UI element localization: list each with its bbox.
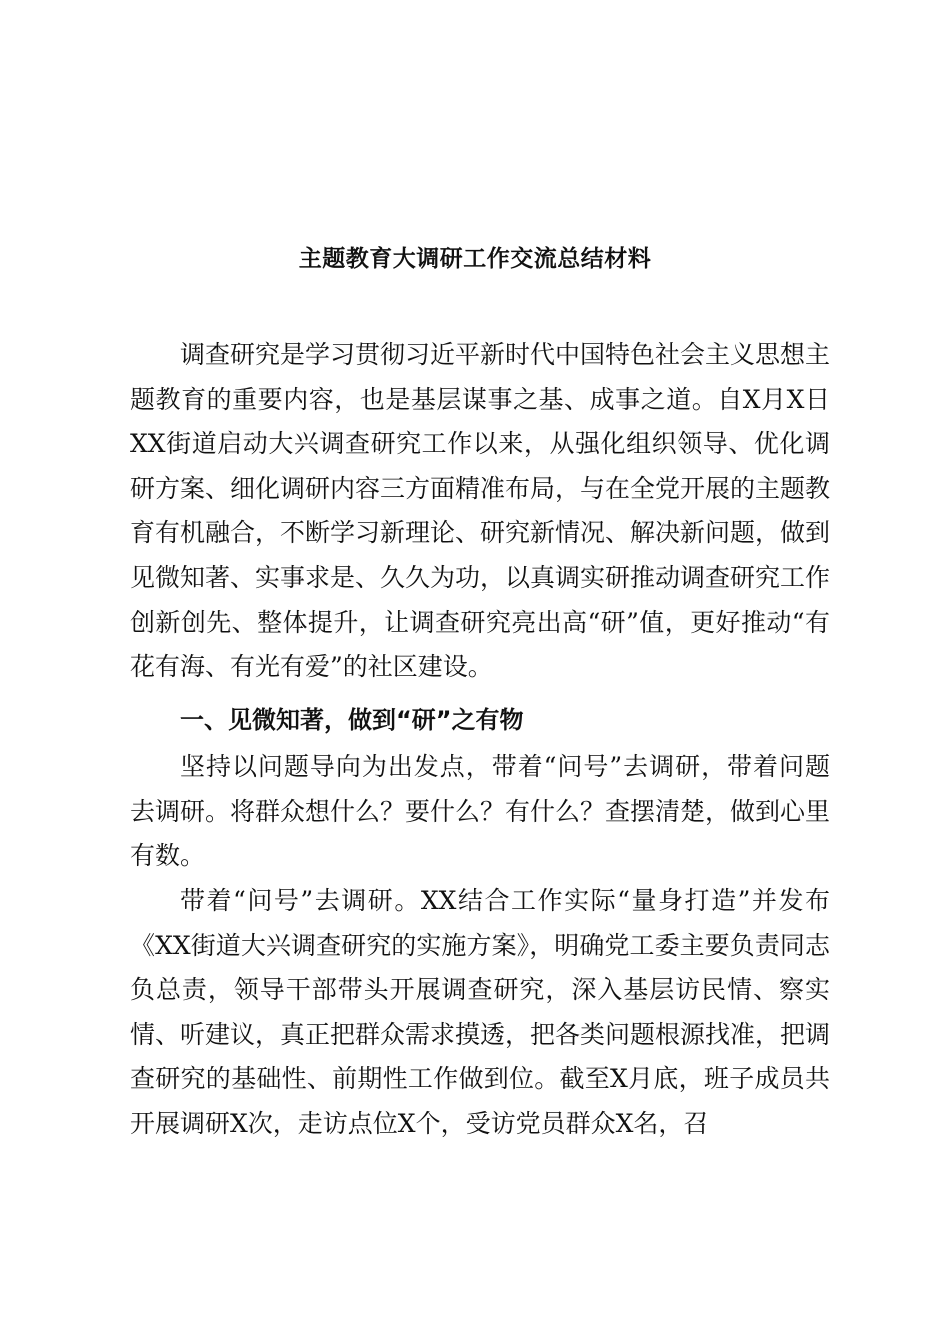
section-1-paragraph-1: 坚持以问题导向为出发点，带着“问号”去调研，带着问题去调研。将群众想什么？要什么？有什么？查摆清楚，做到心里有数。 — [130, 752, 831, 871]
section-1-paragraph-2: 带着“问号”去调研。XX结合工作实际“量身打造”并发布《XX街道大兴调查研究的实施方案》，明确党工委主要负责同志负总责，领导干部带头开展调查研究，深入基层访民情、察实情、听建议，真正把群众需求摸透，把各类问题根源找准，把调查研究的基础性、前期性工作做到位。截至X月底，班子成员共开展调研X次，走访点位X个，受访党员群众X名，召 — [130, 886, 831, 1138]
intro-paragraph: 调查研究是学习贯彻习近平新时代中国特色社会主义思想主题教育的重要内容，也是基层谋事之基、成事之道。自X月X日XX街道启动大兴调查研究工作以来，从强化组织领导、优化调研方案、细化调研内容三方面精准布局，与在全党开展的主题教育有机融合，不断学习新理论、研究新情况、解决新问题，做到见微知著、实事求是、久久为功，以真调实研推动调查研究工作创新创先、整体提升，让调查研究亮出高“研”值，更好推动“有花有海、有光有爱”的社区建设。 — [130, 340, 831, 682]
document-title: 主题教育大调研工作交流总结材料 — [298, 245, 652, 272]
section-heading-1: 一、见微知著，做到“研”之有物 — [180, 706, 524, 734]
